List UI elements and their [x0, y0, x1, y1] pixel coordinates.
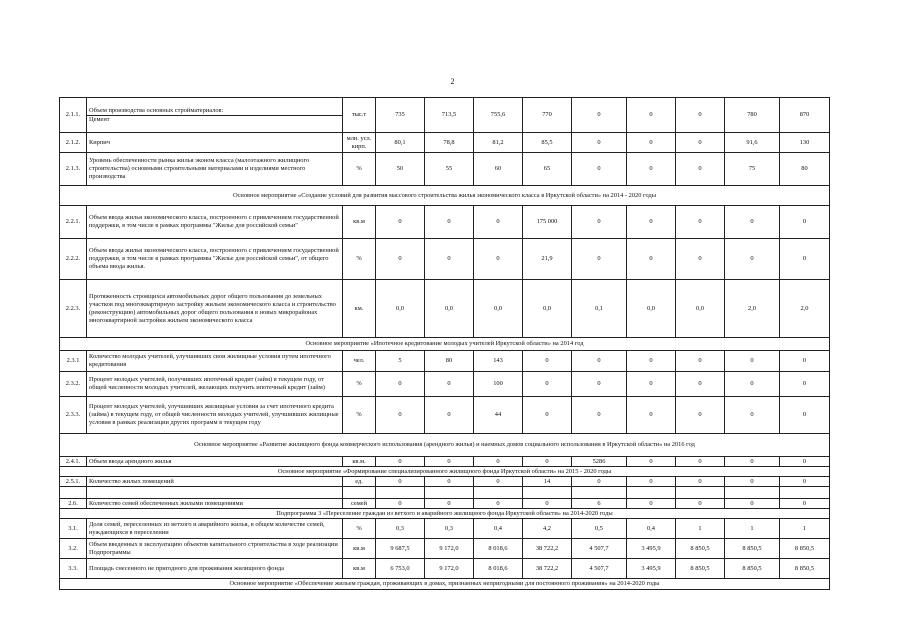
unit-cell: семей	[343, 499, 376, 509]
value-cell: 2,0	[780, 280, 830, 338]
indicator-name-text: Объем ввода арендного жилья	[89, 457, 172, 465]
value-cell: 0	[376, 206, 425, 239]
indicator-name	[87, 539, 343, 559]
empty-cell	[474, 487, 523, 499]
value-cell: 0	[523, 372, 572, 397]
value-cell: 9 172,0	[425, 539, 474, 559]
indicator-name-text: Площадь снесенного не пригодного для проживания жилищного фонда	[89, 564, 284, 572]
indicator-row	[60, 477, 830, 487]
section-header-row	[60, 434, 830, 457]
value-cell: 0	[474, 477, 523, 487]
row-number: 2.3.3.	[60, 397, 87, 434]
indicator-name	[87, 239, 343, 280]
value-cell: 0	[780, 239, 830, 280]
row-number: 2.1.1.	[60, 98, 87, 133]
indicator-row	[60, 457, 830, 467]
value-cell: 1	[676, 519, 725, 539]
value-cell: 0,5	[572, 519, 627, 539]
value-cell: 0,3	[376, 519, 425, 539]
indicator-name	[87, 133, 343, 153]
indicator-name	[87, 98, 343, 133]
indicator-row	[60, 397, 830, 434]
value-cell: 0	[676, 98, 725, 133]
value-cell: 0	[627, 153, 676, 186]
value-cell: 0,0	[676, 280, 725, 338]
value-cell: 0	[474, 457, 523, 467]
value-cell: 0	[627, 397, 676, 434]
value-cell: 21,9	[523, 239, 572, 280]
value-cell: 44	[474, 397, 523, 434]
indicator-row	[60, 539, 830, 559]
indicator-name-text: Доля семей, переселенных из ветхого и аварийного жилья, в общем количестве семей, нуждающихся в переселении	[89, 520, 325, 536]
value-cell: 91,6	[725, 133, 780, 153]
indicator-name-text: Количество молодых учителей, улучшивших свои жилищные условия путем ипотечного кредитования	[89, 353, 331, 368]
row-number: 2.4.1.	[60, 457, 87, 467]
empty-cell	[523, 487, 572, 499]
value-cell: 0	[627, 98, 676, 133]
value-cell: 0	[725, 239, 780, 280]
value-cell: 0	[676, 133, 725, 153]
unit-cell: млн. усл. кирп.	[343, 133, 376, 153]
value-cell: 143	[474, 351, 523, 372]
value-cell: 0	[780, 477, 830, 487]
value-cell: 0	[572, 397, 627, 434]
value-cell: 0	[725, 351, 780, 372]
indicator-name-text: Уровень обеспеченности рынка жилья эконом класса (малоэтажного жилищного строительства) основными строительными материалами и изделиями местного производства	[89, 157, 310, 180]
unit-cell: %	[343, 397, 376, 434]
section-title: Основное мероприятие «Создание условий для развития массового строительства жилья экономического класса в Иркутской области» на 2014 - 2020 годы	[60, 186, 830, 206]
value-cell: 0	[780, 457, 830, 467]
indicator-row	[60, 499, 830, 509]
indicator-name	[87, 153, 343, 186]
value-cell: 55	[425, 153, 474, 186]
unit-cell: %	[343, 372, 376, 397]
value-cell: 0	[376, 397, 425, 434]
value-cell: 1	[725, 519, 780, 539]
section-header-row	[60, 186, 830, 206]
empty-row	[60, 487, 830, 499]
indicator-name-text: Объем ввода жилья экономического класса, построенного с привлечением государственной поддержки, в том числе в рамках программы "Жилье для российской семьи"	[89, 214, 339, 229]
value-cell: 5286	[572, 457, 627, 467]
value-cell: 0,0	[376, 280, 425, 338]
value-cell: 4 507,7	[572, 539, 627, 559]
empty-cell	[780, 487, 830, 499]
value-cell: 0	[376, 372, 425, 397]
empty-cell	[343, 487, 376, 499]
value-cell: 8 850,5	[676, 539, 725, 559]
value-cell: 0	[627, 351, 676, 372]
value-cell: 0,1	[572, 280, 627, 338]
value-cell: 0	[572, 153, 627, 186]
value-cell: 0	[572, 477, 627, 487]
value-cell: 0	[780, 499, 830, 509]
value-cell: 8 850,5	[676, 559, 725, 579]
value-cell: 0	[376, 499, 425, 509]
unit-cell: %	[343, 519, 376, 539]
indicator-name	[87, 499, 343, 509]
value-cell: 0	[572, 239, 627, 280]
value-cell: 0,0	[425, 280, 474, 338]
row-number: 2.6.	[60, 499, 87, 509]
value-cell: 0	[523, 397, 572, 434]
value-cell: 780	[725, 98, 780, 133]
value-cell: 38 722,2	[523, 559, 572, 579]
value-cell: 0,4	[474, 519, 523, 539]
unit-cell: кв.м	[343, 539, 376, 559]
unit-cell: тыс.т	[343, 98, 376, 133]
value-cell: 38 722,2	[523, 539, 572, 559]
indicator-row	[60, 519, 830, 539]
value-cell: 0	[676, 372, 725, 397]
page-number: 2	[450, 77, 455, 86]
value-cell: 0	[676, 499, 725, 509]
section-title: Подпрограмма 3 «Переселение граждан из ветхого и аварийного жилищного фонда Иркутской области» на 2014-2020 годы	[60, 509, 830, 519]
value-cell: 6	[572, 499, 627, 509]
empty-cell	[425, 487, 474, 499]
indicator-name-text: Объем ввода жилья экономического класса, построенного с привлечением государственной поддержки, в том числе в рамках программы "Жилье для российской семьи", от общего объема ввода жилья.	[89, 247, 339, 270]
value-cell: 81,2	[474, 133, 523, 153]
indicator-name	[87, 280, 343, 338]
value-cell: 735	[376, 98, 425, 133]
value-cell: 0	[474, 239, 523, 280]
value-cell: 0	[676, 477, 725, 487]
row-number: 2.2.1.	[60, 206, 87, 239]
indicator-name	[87, 351, 343, 372]
indicator-row	[60, 239, 830, 280]
value-cell: 0	[725, 457, 780, 467]
indicator-name-text: Протяженность строящихся автомобильных дорог общего пользования до земельных участков под многоквартирную застройку жильем экономического класса и строительство (реконструкцию) автомобильных дорог общего пользования в новых микрорайонах многоквартирной застройки жильем экономического класса	[89, 292, 336, 324]
row-number: 3.1.	[60, 519, 87, 539]
value-cell: 0	[780, 397, 830, 434]
section-title: Основное мероприятие «Ипотечное кредитование молодых учителей Иркутской области» на 2014 год	[60, 338, 830, 351]
value-cell: 5	[376, 351, 425, 372]
value-cell: 65	[523, 153, 572, 186]
value-cell: 0	[572, 206, 627, 239]
unit-cell: кв.м	[343, 559, 376, 579]
value-cell: 8 850,5	[780, 539, 830, 559]
indicator-name-text: Процент молодых учителей, получивших ипотечный кредит (займ) в текущем году, от общей численности молодых учителей, желающих получить ипотечный кредит (займ)	[89, 376, 325, 391]
value-cell: 0	[376, 239, 425, 280]
value-cell: 8 018,6	[474, 539, 523, 559]
unit-cell: чел.	[343, 351, 376, 372]
value-cell: 0	[627, 372, 676, 397]
section-header-row	[60, 467, 830, 477]
value-cell: 0	[425, 477, 474, 487]
value-cell: 80,1	[376, 133, 425, 153]
indicator-row	[60, 206, 830, 239]
value-cell: 14	[523, 477, 572, 487]
value-cell: 0	[725, 372, 780, 397]
value-cell: 0	[376, 457, 425, 467]
value-cell: 0	[780, 351, 830, 372]
value-cell: 0	[627, 457, 676, 467]
value-cell: 100	[474, 372, 523, 397]
indicator-name-text: Кирпич	[89, 138, 110, 146]
indicator-row	[60, 372, 830, 397]
row-number: 2.1.2.	[60, 133, 87, 153]
value-cell: 0	[725, 206, 780, 239]
value-cell: 0	[376, 477, 425, 487]
value-cell: 1	[780, 519, 830, 539]
empty-cell	[376, 487, 425, 499]
indicator-name	[87, 206, 343, 239]
value-cell: 85,5	[523, 133, 572, 153]
indicator-name-text: Объем производства основных стройматериалов:	[89, 106, 224, 114]
unit-cell: ед.	[343, 477, 376, 487]
value-cell: 3 495,9	[627, 559, 676, 579]
indicator-name	[87, 457, 343, 467]
value-cell: 0	[780, 372, 830, 397]
value-cell: 0	[572, 372, 627, 397]
value-cell: 0	[627, 499, 676, 509]
value-cell: 6 753,0	[376, 559, 425, 579]
indicator-name-text: Количество семей обеспеченных жилыми помещениями	[89, 499, 243, 507]
row-number: 3.3.	[60, 559, 87, 579]
value-cell: 9 687,5	[376, 539, 425, 559]
section-header-row	[60, 579, 830, 590]
value-cell: 0	[627, 239, 676, 280]
unit-cell: %	[343, 153, 376, 186]
value-cell: 0	[572, 133, 627, 153]
indicator-row	[60, 280, 830, 338]
value-cell: 80	[780, 153, 830, 186]
value-cell: 0	[425, 239, 474, 280]
value-cell: 0	[627, 206, 676, 239]
value-cell: 0	[725, 499, 780, 509]
value-cell: 175 000	[523, 206, 572, 239]
value-cell: 0	[676, 457, 725, 467]
value-cell: 4 507,7	[572, 559, 627, 579]
indicator-row	[60, 153, 830, 186]
indicator-name	[87, 559, 343, 579]
value-cell: 870	[780, 98, 830, 133]
value-cell: 8 850,5	[725, 559, 780, 579]
value-cell: 0,3	[425, 519, 474, 539]
row-number: 3.2.	[60, 539, 87, 559]
indicator-row	[60, 351, 830, 372]
value-cell: 0,4	[627, 519, 676, 539]
value-cell: 0,0	[523, 280, 572, 338]
row-number: 2.2.3.	[60, 280, 87, 338]
unit-cell: км.	[343, 280, 376, 338]
value-cell: 3 495,9	[627, 539, 676, 559]
value-cell: 0	[474, 499, 523, 509]
indicator-row	[60, 133, 830, 153]
value-cell: 0,0	[474, 280, 523, 338]
value-cell: 0	[572, 98, 627, 133]
value-cell: 0	[676, 397, 725, 434]
value-cell: 4,2	[523, 519, 572, 539]
value-cell: 0	[627, 133, 676, 153]
empty-cell	[725, 487, 780, 499]
value-cell: 0	[523, 457, 572, 467]
indicator-name	[87, 397, 343, 434]
value-cell: 0	[725, 477, 780, 487]
value-cell: 8 850,5	[725, 539, 780, 559]
value-cell: 0	[523, 499, 572, 509]
value-cell: 0	[425, 206, 474, 239]
value-cell: 80	[425, 351, 474, 372]
section-title: Основное мероприятие «Формирование специализированного жилищного фонда Иркутской области» на 2015 - 2020 годы	[60, 467, 830, 477]
row-number: 2.1.3.	[60, 153, 87, 186]
unit-cell: кв.м.	[343, 457, 376, 467]
indicator-name-text: Количество жилых помещений	[89, 477, 174, 485]
indicator-name-text: Объем введенных в эксплуатацию объектов капитального строительства в ходе реализации Подпрограммы	[89, 540, 338, 556]
value-cell: 8 018,6	[474, 559, 523, 579]
indicators-table	[59, 97, 830, 590]
unit-cell: кв.м	[343, 206, 376, 239]
value-cell: 0	[474, 206, 523, 239]
value-cell: 50	[376, 153, 425, 186]
value-cell: 0	[627, 477, 676, 487]
indicator-name-text: Процент молодых учителей, улучшивших жилищные условия за счет ипотечного кредита (займа) в текущем году, от общей численности молодых учителей, улучшивших жилищные условия в рамках реализации других программ в текущем году	[89, 403, 339, 426]
section-header-row	[60, 509, 830, 519]
value-cell: 60	[474, 153, 523, 186]
value-cell: 130	[780, 133, 830, 153]
value-cell: 755,6	[474, 98, 523, 133]
value-cell: 770	[523, 98, 572, 133]
section-title: Основное мероприятие «Развитие жилищного фонда коммерческого использования (арендного жилья) и наемных домов социального использования в Иркутской области» на 2016 год	[60, 434, 830, 457]
indicator-row	[60, 559, 830, 579]
value-cell: 75	[725, 153, 780, 186]
value-cell: 0	[676, 351, 725, 372]
value-cell: 0	[523, 351, 572, 372]
value-cell: 0	[725, 397, 780, 434]
value-cell: 2,0	[725, 280, 780, 338]
value-cell: 0	[425, 457, 474, 467]
value-cell: 0	[780, 206, 830, 239]
empty-cell	[60, 487, 87, 499]
indicator-row	[60, 98, 830, 133]
value-cell: 0,0	[627, 280, 676, 338]
empty-cell	[627, 487, 676, 499]
empty-cell	[676, 487, 725, 499]
value-cell: 0	[676, 153, 725, 186]
unit-cell: %	[343, 239, 376, 280]
section-title: Основное мероприятие «Обеспечение жильем граждан, проживающих в домах, признанных непригодными для постоянного проживания» на 2014-2020 годы	[60, 579, 830, 590]
value-cell: 0	[425, 397, 474, 434]
value-cell: 8 850,5	[780, 559, 830, 579]
indicator-name	[87, 372, 343, 397]
value-cell: 78,8	[425, 133, 474, 153]
empty-cell	[87, 487, 343, 499]
value-cell: 0	[676, 206, 725, 239]
empty-cell	[572, 487, 627, 499]
value-cell: 0	[425, 499, 474, 509]
value-cell: 0	[572, 351, 627, 372]
section-header-row	[60, 338, 830, 351]
value-cell: 0	[425, 372, 474, 397]
row-number: 2.2.2.	[60, 239, 87, 280]
value-cell: 9 172,0	[425, 559, 474, 579]
value-cell: 0	[676, 239, 725, 280]
value-cell: 713,5	[425, 98, 474, 133]
row-number: 2.3.1	[60, 351, 87, 372]
row-number: 2.5.1.	[60, 477, 87, 487]
row-number: 2.3.2.	[60, 372, 87, 397]
indicator-name	[87, 519, 343, 539]
indicator-name	[87, 477, 343, 487]
indicator-subname: Цемент	[87, 115, 342, 124]
